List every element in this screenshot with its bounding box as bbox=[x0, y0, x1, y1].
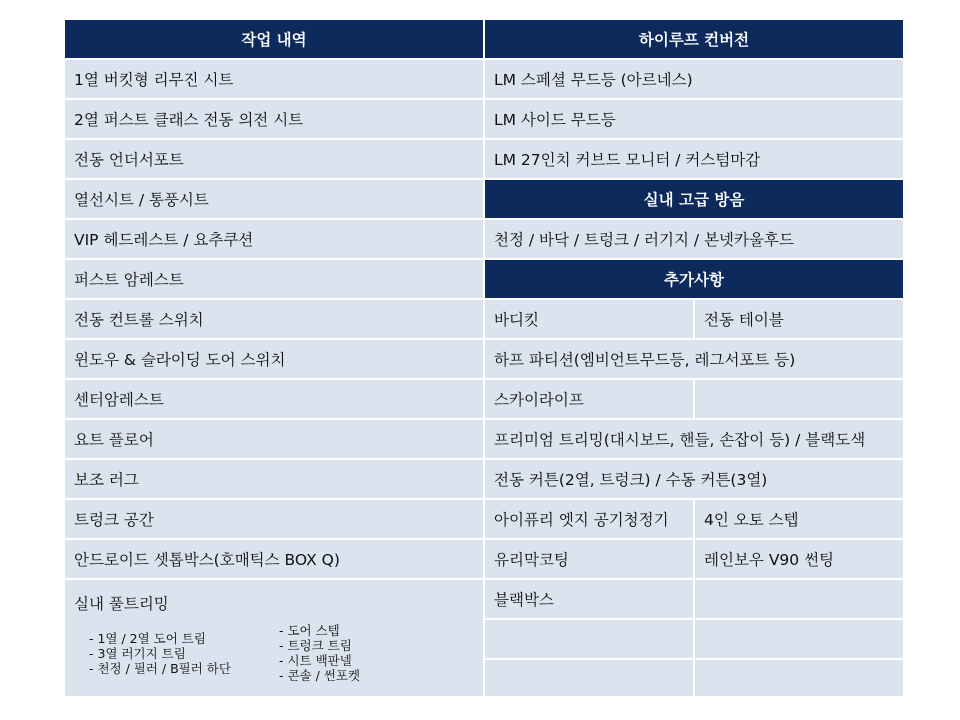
work-item: 2열 퍼스트 클래스 전동 의전 시트 bbox=[65, 100, 483, 138]
highroof-item: LM 27인치 커브드 모니터 / 커스텀마감 bbox=[485, 140, 903, 178]
work-item: 요트 플로어 bbox=[65, 420, 483, 458]
trim-sublist-item: - 트렁크 트림 bbox=[279, 638, 360, 653]
extra-item bbox=[695, 620, 903, 658]
soundproof-header: 실내 고급 방음 bbox=[485, 180, 903, 218]
work-item: VIP 헤드레스트 / 요추쿠션 bbox=[65, 220, 483, 258]
extra-item bbox=[695, 660, 903, 696]
trim-sublist-item: - 천정 / 필러 / B필러 하단 bbox=[89, 661, 231, 676]
extras-header: 추가사항 bbox=[485, 260, 903, 298]
work-item: 1열 버킷형 리무진 시트 bbox=[65, 60, 483, 98]
extra-item bbox=[695, 380, 903, 418]
trim-sublist-b bbox=[279, 623, 360, 683]
work-item: 퍼스트 암레스트 bbox=[65, 260, 483, 298]
extra-item: 하프 파티션(엠비언트무드등, 레그서포트 등) bbox=[485, 340, 903, 378]
extra-item: 블랙박스 bbox=[485, 580, 693, 618]
extra-item: 아이퓨리 엣지 공기청정기 bbox=[485, 500, 693, 538]
work-item: 센터암레스트 bbox=[65, 380, 483, 418]
soundproof-item: 천정 / 바닥 / 트렁크 / 러기지 / 본넷카울후드 bbox=[485, 220, 903, 258]
work-item: 전동 컨트롤 스위치 bbox=[65, 300, 483, 338]
extra-item: 전동 테이블 bbox=[695, 300, 903, 338]
extra-item: 바디킷 bbox=[485, 300, 693, 338]
work-item: 윈도우 & 슬라이딩 도어 스위치 bbox=[65, 340, 483, 378]
work-item: 보조 러그 bbox=[65, 460, 483, 498]
extra-item: 스카이라이프 bbox=[485, 380, 693, 418]
highroof-item: LM 스페셜 무드등 (아르네스) bbox=[485, 60, 903, 98]
left-header: 작업 내역 bbox=[65, 20, 483, 58]
trim-sublist-item: - 1열 / 2열 도어 트림 bbox=[89, 631, 231, 646]
extra-item: 전동 커튼(2열, 트렁크) / 수동 커튼(3열) bbox=[485, 460, 903, 498]
trim-sublist-item: - 도어 스텝 bbox=[279, 623, 360, 638]
highroof-item: LM 사이드 무드등 bbox=[485, 100, 903, 138]
extra-item bbox=[695, 580, 903, 618]
extra-item: 유리막코팅 bbox=[485, 540, 693, 578]
extra-item: 4인 오토 스텝 bbox=[695, 500, 903, 538]
work-item-interior-trim: 실내 풀트리밍 bbox=[65, 580, 483, 696]
highroof-header: 하이루프 컨버전 bbox=[485, 20, 903, 58]
extra-item: 프리미엄 트리밍(대시보드, 핸들, 손잡이 등) / 블랙도색 bbox=[485, 420, 903, 458]
extra-item: 레인보우 V90 썬팅 bbox=[695, 540, 903, 578]
work-item: 트렁크 공간 bbox=[65, 500, 483, 538]
trim-sublist-item: - 시트 백판넬 bbox=[279, 653, 360, 668]
work-item: 열선시트 / 통풍시트 bbox=[65, 180, 483, 218]
work-item: 안드로이드 셋톱박스(호매틱스 BOX Q) bbox=[65, 540, 483, 578]
trim-sublist-item: - 콘솔 / 썬포켓 bbox=[279, 668, 360, 683]
extra-item bbox=[485, 660, 693, 696]
trim-sublist-item: - 3열 러기지 트림 bbox=[89, 646, 231, 661]
trim-sublist-a bbox=[89, 631, 231, 676]
work-history-table bbox=[65, 20, 903, 696]
work-item: 전동 언더서포트 bbox=[65, 140, 483, 178]
extra-item bbox=[485, 620, 693, 658]
